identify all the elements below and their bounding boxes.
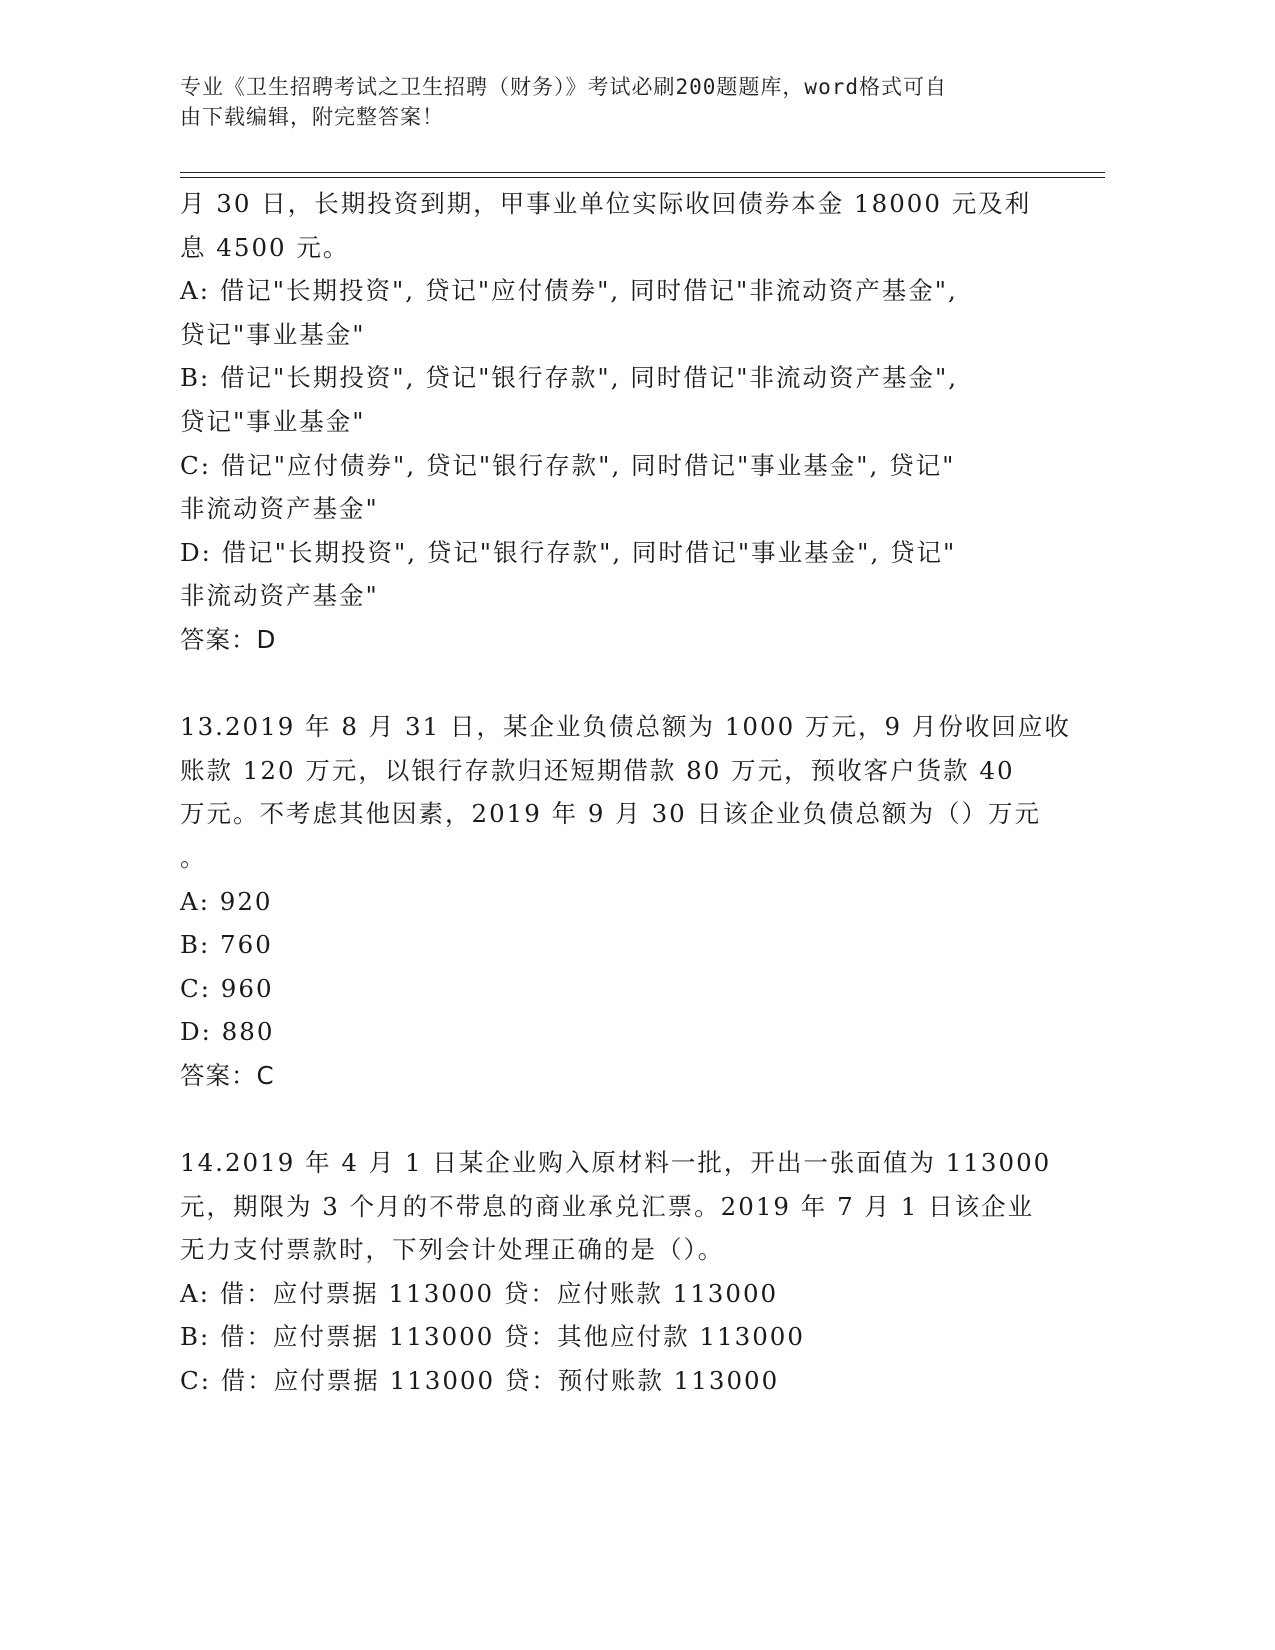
option-a: A: 920: [180, 886, 273, 916]
question-stem-line: 万元。不考虑其他因素，2019 年 9 月 30 日该企业负债总额为（）万元: [180, 799, 1042, 829]
header-line-2: 由下载编辑，附完整答案！: [180, 105, 444, 129]
option-a: A: 借记"长期投资", 贷记"应付债券", 同时借记"非流动资产基金",: [180, 276, 958, 306]
option-d-continued: 非流动资产基金": [180, 581, 379, 611]
option-b: B: 760: [180, 930, 273, 960]
question-stem-line: 13.2019 年 8 月 31 日，某企业负债总额为 1000 万元，9 月份收回应收: [180, 712, 1071, 742]
option-b: B: 借记"长期投资", 贷记"银行存款", 同时借记"非流动资产基金",: [180, 363, 959, 393]
option-c: C: 借记"应付债券", 贷记"银行存款", 同时借记"事业基金", 贷记": [180, 450, 956, 480]
header-rule-bottom: [180, 177, 1105, 178]
option-b-continued: 贷记"事业基金": [180, 406, 366, 436]
question-stem-line: 账款 120 万元，以银行存款归还短期借款 80 万元，预收客户货款 40: [180, 755, 1015, 785]
answer-label: 答案：D: [180, 624, 277, 654]
question-stem-line: 月 30 日，长期投资到期，甲事业单位实际收回债券本金 18000 元及利: [180, 189, 1032, 218]
option-a-continued: 贷记"事业基金": [180, 319, 366, 349]
option-c-continued: 非流动资产基金": [180, 494, 379, 524]
spacer: [180, 662, 1060, 706]
header-line-1: 专业《卫生招聘考试之卫生招聘（财务）》考试必刷200题题库，word格式可自: [180, 75, 947, 99]
question-12: [180, 182, 1060, 662]
page-header: [180, 72, 1060, 132]
option-d: D: 880: [180, 1017, 275, 1047]
document-body: [180, 182, 1071, 1403]
question-stem-line: 14.2019 年 4 月 1 日某企业购入原材料一批，开出一张面值为 113000: [180, 1148, 1052, 1178]
option-b: B: 借：应付票据 113000 贷：其他应付款 113000: [180, 1322, 805, 1352]
spacer: [180, 1097, 1060, 1141]
header-rule-top: [180, 172, 1105, 173]
question-stem-line: 息 4500 元。: [180, 232, 350, 262]
question-13: [180, 705, 1071, 1097]
question-stem-line: 元，期限为 3 个月的不带息的商业承兑汇票。2019 年 7 月 1 日该企业: [180, 1191, 1035, 1221]
option-c: C: 960: [180, 973, 274, 1003]
option-d: D: 借记"长期投资", 贷记"银行存款", 同时借记"事业基金", 贷记": [180, 537, 957, 567]
option-a: A: 借：应付票据 113000 贷：应付账款 113000: [180, 1278, 779, 1308]
question-stem-line: 无力支付票款时，下列会计处理正确的是（）。: [180, 1235, 725, 1265]
option-c: C: 借：应付票据 113000 贷：预付账款 113000: [180, 1366, 780, 1396]
answer-label: 答案：C: [180, 1060, 275, 1090]
question-14: [180, 1141, 1060, 1403]
question-stem-line: 。: [180, 842, 207, 872]
